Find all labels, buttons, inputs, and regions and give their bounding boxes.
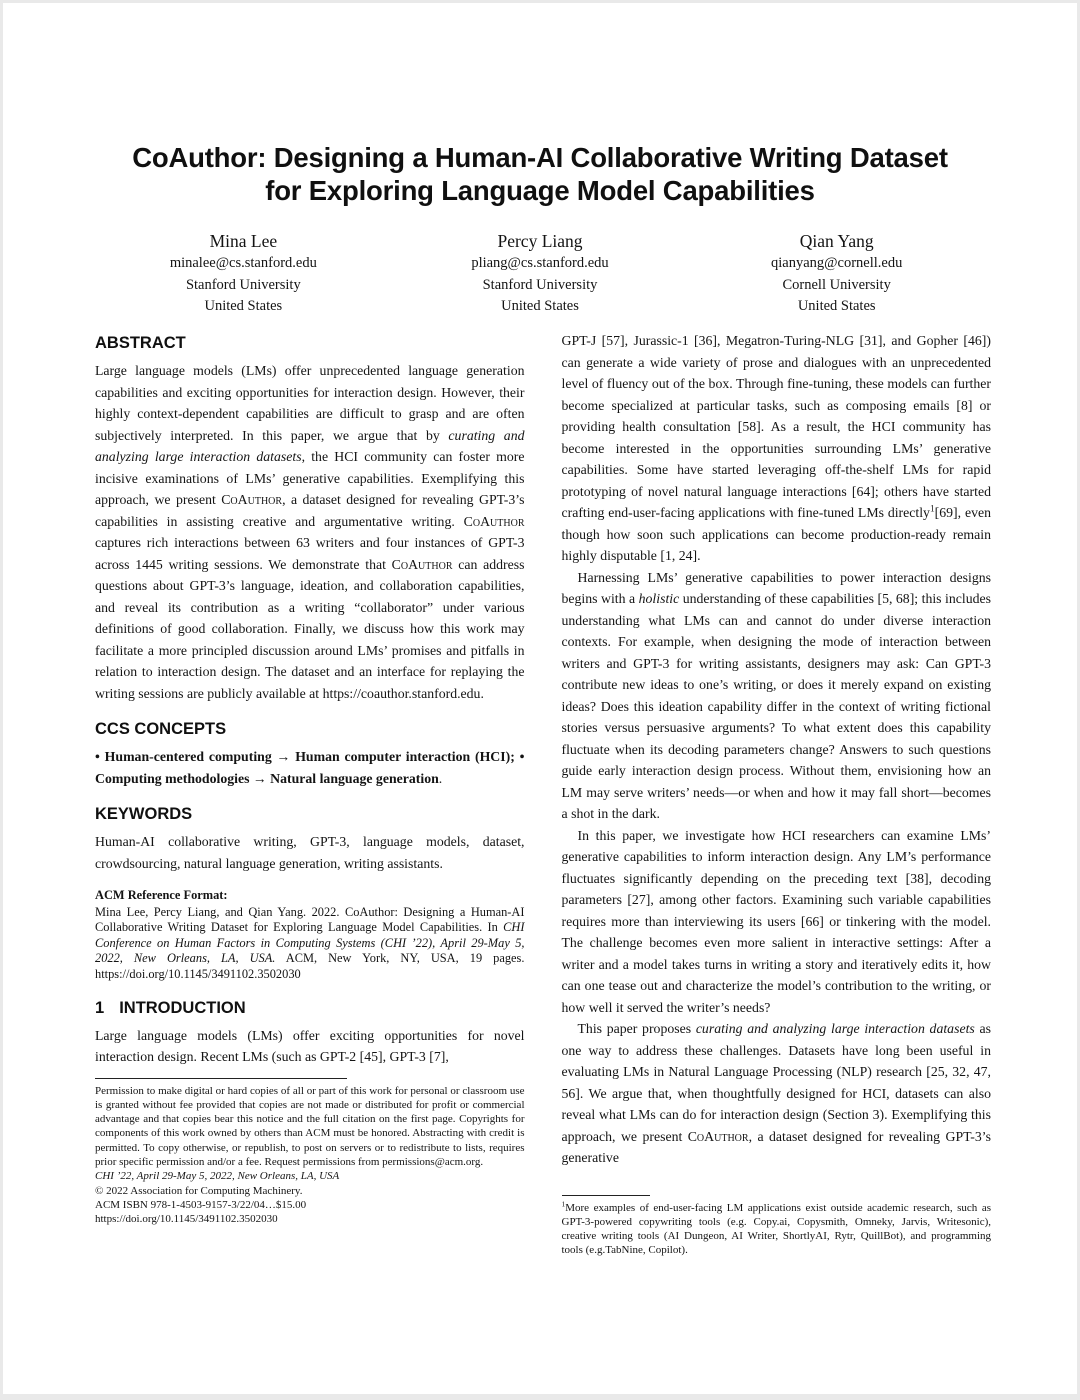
text-segment: , the HCI community can foster more incisive examinations of LMs’ generative capabilities. Exemplifying this approach, we present [95,449,525,507]
author-email: pliang@cs.stanford.edu [471,255,609,271]
section-number: 1 [95,998,105,1017]
paper-title-line2: for Exploring Language Model Capabilities [265,175,815,206]
abstract-heading: ABSTRACT [95,334,186,352]
text-segment: More examples of end-user-facing LM applications exist outside academic research, such as GPT-3-powered copywriting tools (e.g. Copy.ai, Copysmith, Omneky, Jarvis, Writesonic), creative writing tools (AI Dungeon, AI Writer, ShortlyAI, Rytr, QuillBot), and programming tools (e.g.TabNine, Copilot). [561,1201,991,1257]
abstract-text [95,360,525,704]
permission-rule [95,1078,347,1079]
text-segment: CoAuthor [463,513,525,529]
footnote-text [561,1198,992,1258]
text-segment: as one way to address these challenges. Datasets have long been useful in evaluating LMs in Natural Language Processing (NLP) research [25, 32, 47, 56]. We argue that, when thoughtfully designed for HCI, datasets can also reveal what LMs can do for interaction design (Section 3). Exemplifying this approach, we present [561,1021,991,1144]
ccs-heading: CCS CONCEPTS [95,720,227,738]
text-segment: CoAuthor [687,1128,749,1144]
doi-link[interactable]: https://doi.org/10.1145/3491102.3502030 [95,1213,278,1226]
text-segment: curating and analyzing large interaction datasets [95,427,525,464]
text-segment: 1 [561,1198,566,1208]
author-name: Mina Lee [209,231,278,251]
author-affiliation: Cornell University [782,276,891,293]
permission-text: Permission to make digital or hard copies of all or part of this work for personal or classroom use is granted without fee provided that copies are not made or distributed for profit or commercial advantage and that copies bear this notice and the full citation on the first page. Copyrights for components of this work owned by others than ACM must be honored. Abstracting with credit is permitted. To copy otherwise, or republish, to post on servers or to redistribute to lists, requires prior specific permission and/or a fee. Request permissions from permissions@acm.org. [95,1084,525,1169]
author-email: minalee@cs.stanford.edu [169,255,317,271]
body-paragraph-1 [562,330,992,567]
text-segment: This paper proposes [577,1021,696,1036]
author-affiliation: Stanford University [185,276,301,293]
text-segment: In this paper, we investigate how HCI researchers can examine LMs’ generative capabilities to inform interaction design. Any LM’s performance fluctuates significantly depending on the preceding text [38], decoding parameters [27], among other factors. Examining such variable capabilities requires more than interviewing its users [66] or tinkering with the model. The challenge becomes even more salient in interactive settings: After a writer and a model takes turns in writing a story and iteratively edits it, how can one tease out and characterize the model’s contribution to the writing, or how well it served the writer’s needs? [561,827,991,1015]
author-name: Percy Liang [497,231,583,251]
text-segment: can address questions about GPT-3’s language, ideation, and collaboration capabilities, and reveal its contribution as a writing “collaborator” under various definitions of good collaboration. Finally, we discuss how this work may facilitate a more principled discussion around LMs’ promises and pitfalls in relation to interaction design. The dataset and an interface for replaying the writing sessions are publicly available at https://coauthor.stanford.edu. [95,556,525,701]
text-segment: 1 [929,504,935,515]
author-affiliation: Stanford University [482,276,598,293]
keywords-heading: KEYWORDS [95,805,193,823]
body-paragraph-2 [562,567,992,825]
author-3 [688,229,985,318]
author-email: qianyang@cornell.edu [771,255,903,271]
text-segment: , a dataset designed for revealing GPT-3’s capabilities in assisting creative and argumentative writing. [95,492,525,529]
author-block [95,229,985,318]
footnote-rule [562,1195,650,1196]
left-column [95,330,525,1258]
isbn-line: ACM ISBN 978-1-4503-9157-3/22/04…$15.00 [95,1198,307,1211]
text-segment: CoAuthor [391,556,453,572]
introduction-heading [95,998,525,1018]
paper-title-line1: CoAuthor: Designing a Human-AI Collaborative Writing Dataset [132,142,948,173]
text-segment: GPT-J [57], Jurassic-1 [36], Megatron-Turing-NLG [31], and Gopher [46]) can generate a wide variety of prose and dialogues with an unprecedented level of fluency out of the box. Through fine-tuning, these models can further become specialized at particular tasks, such as composing emails [8] or providing health consultation [58]. As a result, the HCI community has become interested in the opportunities surrounding LMs’ generative capabilities. Some have started leveraging off-the-shelf LMs for rapid prototyping of novel natural language interactions [64]; others have started crafting end-user-facing applications with fine-tuned LMs directly [561,333,991,520]
text-segment: , a dataset designed for revealing GPT-3’s generative [561,1128,991,1165]
footnote-block [562,1195,992,1258]
text-segment: captures rich interactions between 63 writers and four instances of GPT-3 across 1445 writing sessions. We demonstrate that [95,535,525,572]
paper-page [3,3,1077,1394]
body-paragraph-3 [562,825,992,1019]
body-paragraph-4 [562,1018,992,1169]
author-name: Qian Yang [799,231,874,251]
text-segment: CoAuthor [221,492,283,507]
keywords-text: Human-AI collaborative writing, GPT-3, language models, dataset, crowdsourcing, natural language generation, writing assistants. [95,834,525,871]
author-1 [95,229,392,318]
copyright-line: © 2022 Association for Computing Machinery. [95,1184,303,1197]
text-segment: Large language models (LMs) offer exciting opportunities for novel interaction design. Recent LMs (such as GPT-2 [45], GPT-3 [7], [95,1027,525,1065]
ccs-text [95,746,525,789]
text-segment: . [438,770,443,786]
text-segment: [69], even though how soon such applications can become production-ready remain highly disputable [1, 24]. [561,505,991,563]
venue-line: CHI ’22, April 29-May 5, 2022, New Orleans, LA, USA [95,1170,340,1183]
paper-title [63,141,1017,207]
acm-reference-text [95,905,525,983]
text-segment: CHI Conference on Human Factors in Computing Systems (CHI ’22), April 29-May 5, 2022, New Orleans, LA, USA. [95,920,525,966]
author-country: United States [797,298,876,314]
author-2 [392,229,689,318]
text-segment: Harnessing LMs’ generative capabilities to power interaction designs begins with a [561,569,991,606]
right-column [562,330,992,1258]
text-segment: understanding of these capabilities [5, 68]; this includes understanding what LMs can and cannot do under diverse interaction contexts. For example, when designing the mode of interaction between writers and GPT-3 for writing assistants, designers may ask: Can GPT-3 contribute new ideas to one’s writing, or does it merely expand on existing ideas? Does this ideation capability differ in the context of writing fictional stories versus persuasive arguments? To what extent does this capability fluctuate when its decoding parameters change? Answers to such questions guide early interaction design process. Without them, envisioning how an LM may serve writers’ needs—or when and how it may fall short—becomes a shot in the dark. [561,591,991,821]
text-segment: • Human-centered computing → Human computer interaction (HCI); • Computing methodologies → Natural language generation [95,749,525,786]
two-column-body [95,330,991,1258]
acm-reference-heading: ACM Reference Format: [95,888,228,902]
text-segment: ACM, New York, NY, USA, 19 pages. https://doi.org/10.1145/3491102.3502030 [95,951,525,981]
text-segment: Mina Lee, Percy Liang, and Qian Yang. 2022. CoAuthor: Designing a Human-AI Collaborative Writing Dataset for Exploring Language Model Capabilities. In [95,904,525,935]
author-country: United States [501,298,579,314]
text-segment: curating and analyzing large interaction datasets [695,1021,975,1036]
text-segment: Large language models (LMs) offer unprecedented language generation capabilities and exciting opportunities for interaction design. However, their highly context-dependent capabilities are difficult to grasp and are often subjectively interpreted. In this paper, we argue that by [95,363,525,443]
section-title: INTRODUCTION [119,998,246,1017]
text-segment: holistic [638,591,680,606]
author-country: United States [204,298,283,314]
introduction-paragraph [95,1025,525,1068]
